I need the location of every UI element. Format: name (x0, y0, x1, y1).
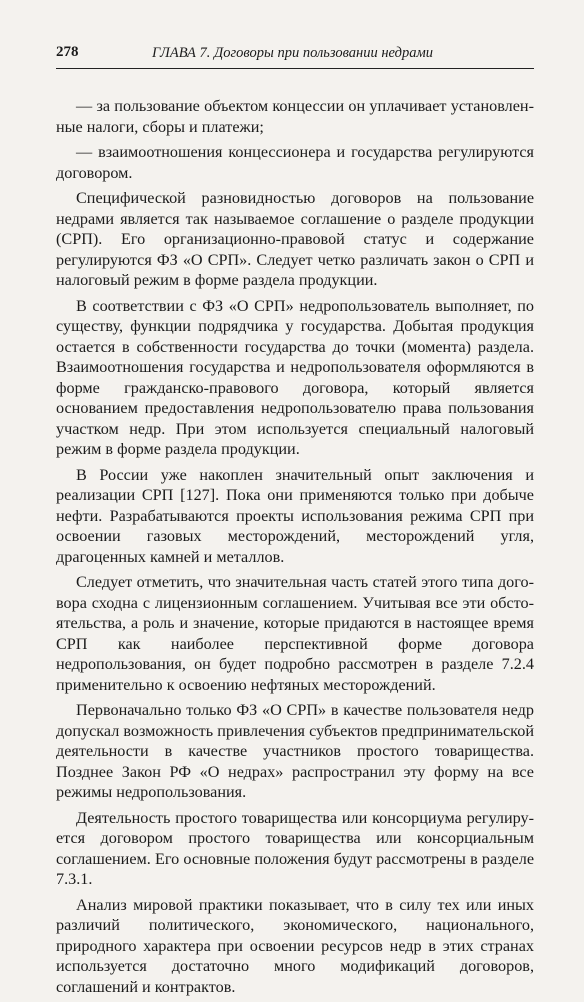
paragraph: Деятельность простого товарищества или консорциума регулируется договором простого товарищества или консорциальным соглашением. Его основные положения будут рассмотрены в разделе 7.3.1. (56, 808, 534, 888)
body-text (56, 96, 534, 1002)
paragraph: Специфической разновидностью договоров на пользование недрами является так называемое соглашение о разделе продукции (СРП). Его организационно-правовой статус и содержание регулируются ФЗ «О СРП». Следует четко различать закон о СРП и налоговый режим в форме раздела продукции. (56, 189, 534, 289)
paragraph: Анализ мировой практики показывает, что в силу тех или иных различий политического, экономического, национального, природного характера при освоении ресурсов недр в этих странах используется достаточно много модификаций договоров, соглашений и контрактов. (56, 895, 534, 996)
paragraph: Первоначально только ФЗ «О СРП» в качестве пользователя недр допускал возможность привлечения субъектов предпринимательской деятельности в качестве участников простого товарищества. Позднее Закон РФ «О недрах» распространил эту форму на все режимы недропользования. (56, 701, 534, 801)
paragraph: — за пользование объектом концессии он уплачивает установленные налоги, сборы и платежи; (56, 97, 534, 136)
page-number: 278 (56, 44, 79, 60)
page-header (56, 44, 534, 69)
paragraph: В соответствии с ФЗ «О СРП» недропользователь выполняет, по существу, функции подрядчика у государства. Добытая продукция остается в собственности государства до точки (момента) раздела. Взаимоотношения государства и недропользователя оформляются в форме гражданско-правового договора, который является основанием предоставления недропользователю права пользования участком недр. При этом используется специальный налоговый режим в форме раздела продукции. (56, 296, 534, 458)
paragraph: Следует отметить, что значительная часть статей этого типа договора сходна с лицензионным соглашением. Учитывая все эти обстоятельства, а роль и значение, которые придаются в настоящее время СРП как наиболее перспективной форме договора недропользования, он будет подробно рассмотрен в разделе 7.2.4 применительно к освоению нефтяных месторождений. (56, 573, 534, 694)
paragraph: В России уже накоплен значительный опыт заключения и реализации СРП [127]. Пока они применяются только при добыче нефти. Разрабатываются проекты использования режима СРП при освоении газовых месторождений, месторождений угля, драгоценных камней и металлов. (56, 465, 534, 566)
running-head: ГЛАВА 7. Договоры при пользовании недрами (152, 45, 433, 61)
paragraph: — взаимоотношения концессионера и государства регулируются договором. (56, 143, 534, 182)
